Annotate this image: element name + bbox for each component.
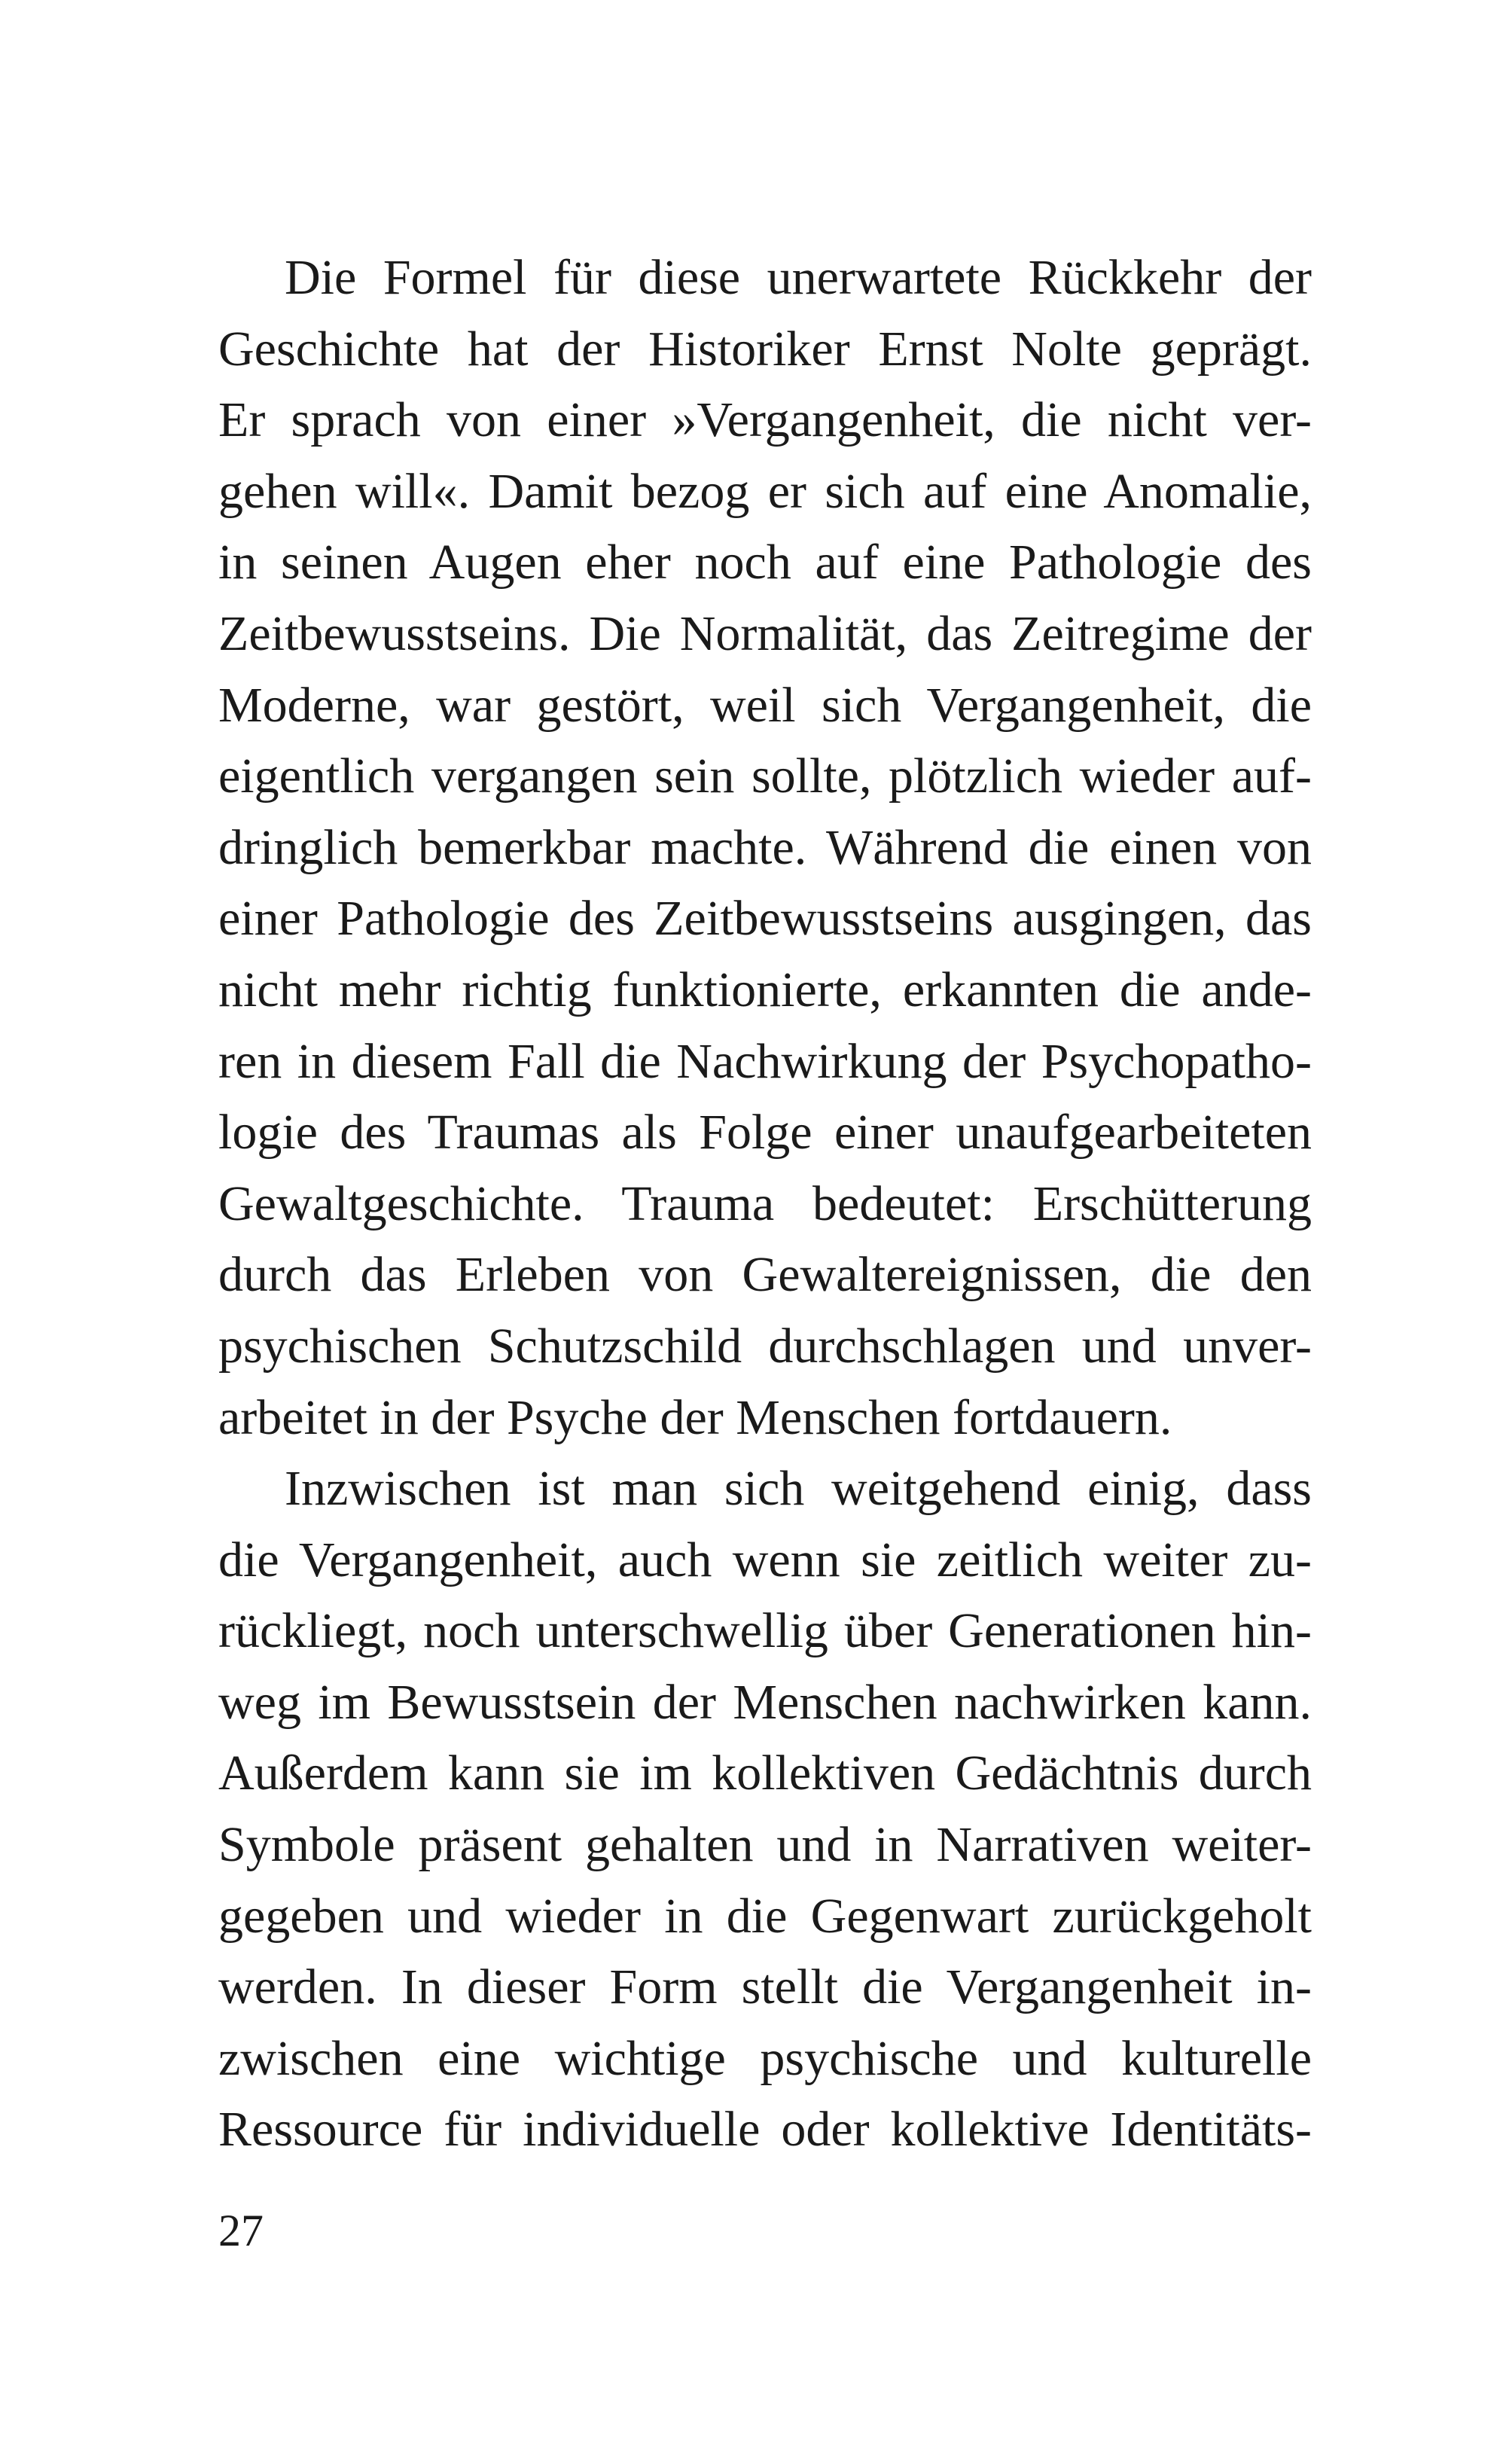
text-line: Er sprach von einer »Vergangenheit, die nicht ver- [218,392,1312,448]
text-line: ren in diesem Fall die Nachwirkung der Psychopatho- [218,1033,1312,1089]
text-line: einer Pathologie des Zeitbewusstseins ausgingen, das [218,891,1312,947]
paragraph-2 [218,1453,1312,2166]
text-line: logie des Traumas als Folge einer unaufgearbeiteten [218,1105,1312,1160]
text-line: arbeitet in der Psyche der Menschen fortdauern. [218,1389,1172,1445]
text-line: zwischen eine wichtige psychische und kulturelle [218,2030,1312,2086]
page-number: 27 [218,2206,264,2255]
text-line: Symbole präsent gehalten und in Narrativen weiter- [218,1817,1312,1873]
body-text [218,242,1312,2166]
text-line: werden. In dieser Form stellt die Vergangenheit in- [218,1959,1312,2015]
text-line: gehen will«. Damit bezog er sich auf eine Anomalie, [218,463,1312,519]
text-line: rückliegt, noch unterschwellig über Generationen hin- [218,1603,1312,1659]
text-line: weg im Bewusstsein der Menschen nachwirken kann. [218,1674,1312,1730]
text-line: dringlich bemerkbar machte. Während die einen von [218,819,1312,875]
text-line: nicht mehr richtig funktionierte, erkannten die ande- [218,962,1312,1017]
text-line: psychischen Schutzschild durchschlagen und unver- [218,1318,1312,1374]
text-line: in seinen Augen eher noch auf eine Pathologie des [218,535,1312,590]
text-line: durch das Erleben von Gewaltereignissen, die den [218,1247,1312,1303]
text-line: Zeitbewusstseins. Die Normalität, das Zeitregime der [218,605,1312,661]
text-line: die Vergangenheit, auch wenn sie zeitlich weiter zu- [218,1532,1312,1587]
text-line: Gewaltgeschichte. Trauma bedeutet: Erschütterung [218,1176,1312,1231]
text-line: gegeben und wieder in die Gegenwart zurückgeholt [218,1888,1312,1944]
text-line: Moderne, war gestört, weil sich Vergangenheit, die [218,677,1312,733]
text-line: eigentlich vergangen sein sollte, plötzlich wieder auf- [218,749,1312,804]
text-line: Geschichte hat der Historiker Ernst Nolte geprägt. [218,321,1312,377]
text-line: Außerdem kann sie im kollektiven Gedächtnis durch [218,1746,1312,1801]
text-line: Die Formel für diese unerwartete Rückkehr der [285,250,1312,305]
text-line: Ressource für individuelle oder kollektive Identitäts- [218,2102,1312,2158]
paragraph-1 [218,242,1312,1453]
text-line: Inzwischen ist man sich weitgehend einig, dass [285,1461,1312,1517]
